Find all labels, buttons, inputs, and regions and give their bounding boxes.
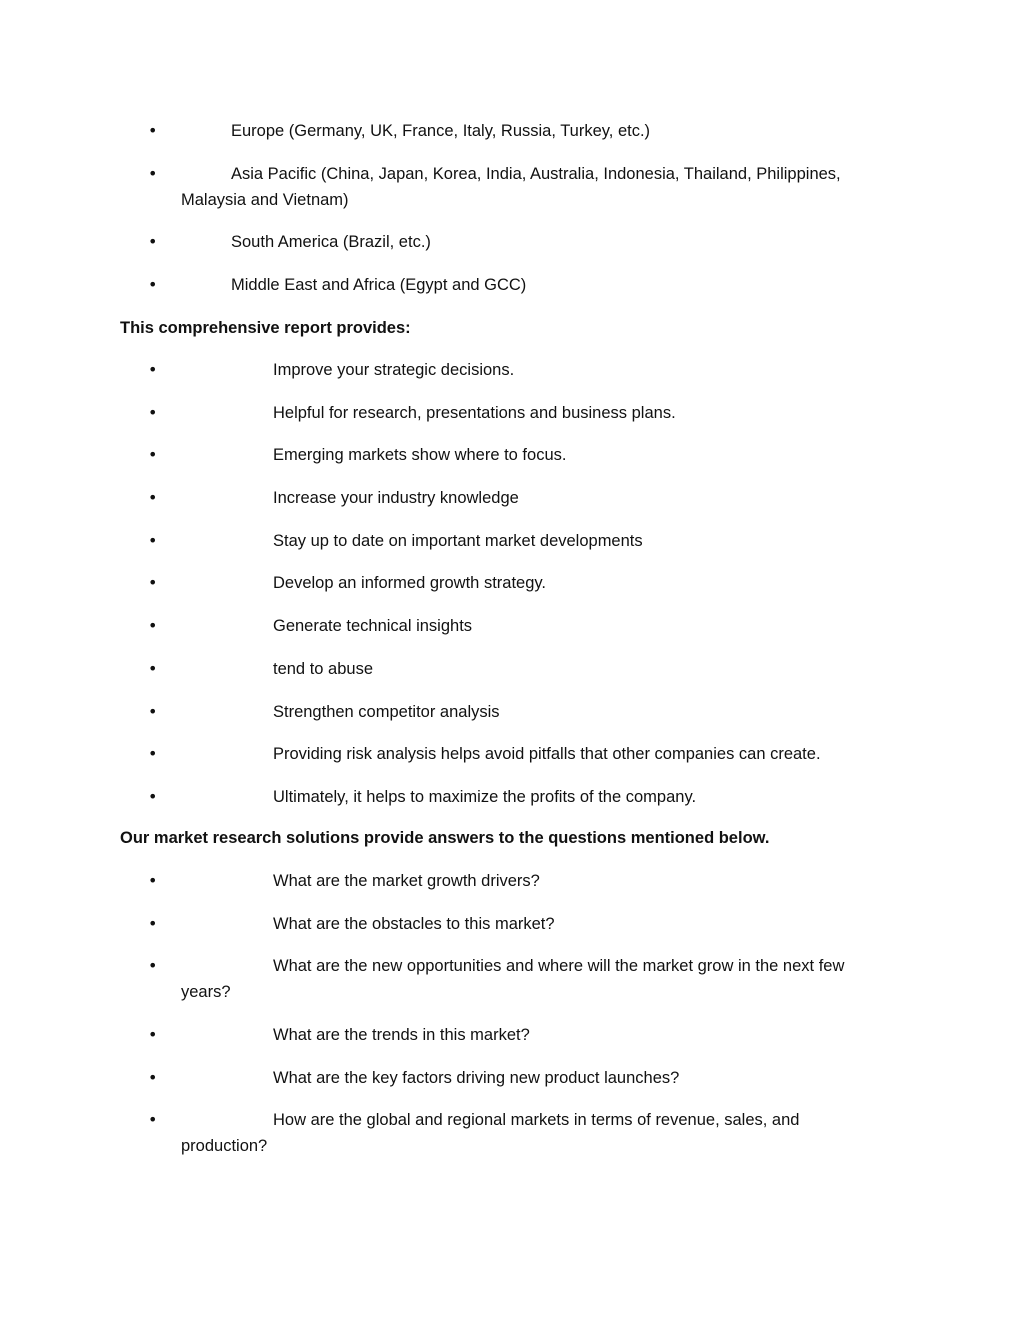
list-item — [0, 118, 1024, 144]
list-item — [0, 1022, 1024, 1048]
bullet-icon: • — [148, 1110, 158, 1130]
bullet-icon: • — [148, 1067, 158, 1087]
list-item — [0, 485, 1024, 511]
questions-heading: Our market research solutions provide answers to the questions mentioned below. — [120, 829, 770, 847]
bullet-icon: • — [148, 956, 158, 976]
bullet-icon: • — [148, 402, 158, 422]
bullet-icon: • — [148, 573, 158, 593]
bullet-icon: • — [148, 121, 158, 140]
list-item — [0, 272, 1024, 298]
bullet-icon: • — [148, 786, 158, 806]
question-item-text: What are the obstacles to this market? — [273, 914, 555, 933]
bullet-icon: • — [148, 871, 158, 890]
list-item — [0, 741, 1024, 767]
regions-list — [0, 118, 1024, 314]
bullet-icon: • — [148, 360, 158, 379]
region-item-text: Europe (Germany, UK, France, Italy, Russia, Turkey, etc.) — [231, 122, 651, 140]
region-item-text: Middle East and Africa (Egypt and GCC) — [231, 275, 527, 294]
list-item — [0, 784, 1024, 810]
benefit-item-text: Strengthen competitor analysis — [273, 702, 500, 721]
bullet-icon: • — [148, 488, 158, 508]
list-item — [0, 911, 1024, 937]
bullet-icon: • — [148, 445, 158, 465]
bullet-icon: • — [148, 232, 158, 251]
benefit-item-text: Emerging markets show where to focus. — [273, 446, 567, 465]
bullet-icon: • — [148, 744, 158, 764]
bullet-icon: • — [148, 701, 158, 721]
region-item-text: Asia Pacific (China, Japan, Korea, India, Australia, Indonesia, Thailand, Philippines, Malaysia and Vietnam) — [181, 164, 841, 209]
benefit-item-text: Generate technical insights — [273, 617, 473, 636]
list-item — [0, 442, 1024, 468]
region-item-text: South America (Brazil, etc.) — [231, 233, 431, 251]
benefit-item-text: Increase your industry knowledge — [273, 489, 519, 508]
bullet-icon: • — [148, 274, 158, 294]
benefit-item-text: Providing risk analysis helps avoid pitfalls that other companies can create. — [273, 745, 821, 764]
question-item-text: What are the market growth drivers? — [273, 872, 540, 890]
list-item — [0, 161, 1024, 213]
report-heading: This comprehensive report provides: — [120, 319, 411, 337]
list-item — [0, 868, 1024, 894]
list-item — [0, 357, 1024, 383]
bullet-icon: • — [148, 163, 158, 183]
question-item-text: What are the new opportunities and where will the market grow in the next few years? — [181, 957, 845, 1002]
benefit-item-text: Helpful for research, presentations and business plans. — [273, 403, 676, 422]
benefit-item-text: tend to abuse — [273, 659, 373, 678]
list-item — [0, 656, 1024, 682]
question-item-text: What are the key factors driving new product launches? — [273, 1068, 680, 1087]
bullet-icon: • — [148, 530, 158, 550]
bullet-icon: • — [148, 1025, 158, 1045]
bullet-icon: • — [148, 616, 158, 636]
list-item — [0, 1065, 1024, 1091]
list-item — [0, 528, 1024, 554]
list-item — [0, 953, 1024, 1005]
benefit-item-text: Ultimately, it helps to maximize the profits of the company. — [273, 787, 697, 806]
benefit-item-text: Improve your strategic decisions. — [273, 361, 515, 379]
bullet-icon: • — [148, 658, 158, 678]
list-item — [0, 570, 1024, 596]
list-item — [0, 1107, 1024, 1159]
benefit-item-text: Stay up to date on important market developments — [273, 531, 643, 550]
question-item-text: What are the trends in this market? — [273, 1026, 530, 1045]
bullet-icon: • — [148, 913, 158, 933]
questions-list — [0, 868, 1024, 1176]
benefit-item-text: Develop an informed growth strategy. — [273, 574, 546, 593]
benefits-list — [0, 357, 1024, 827]
list-item — [0, 699, 1024, 725]
list-item — [0, 400, 1024, 426]
question-item-text: How are the global and regional markets in terms of revenue, sales, and production? — [181, 1111, 800, 1156]
list-item — [0, 613, 1024, 639]
list-item — [0, 229, 1024, 255]
